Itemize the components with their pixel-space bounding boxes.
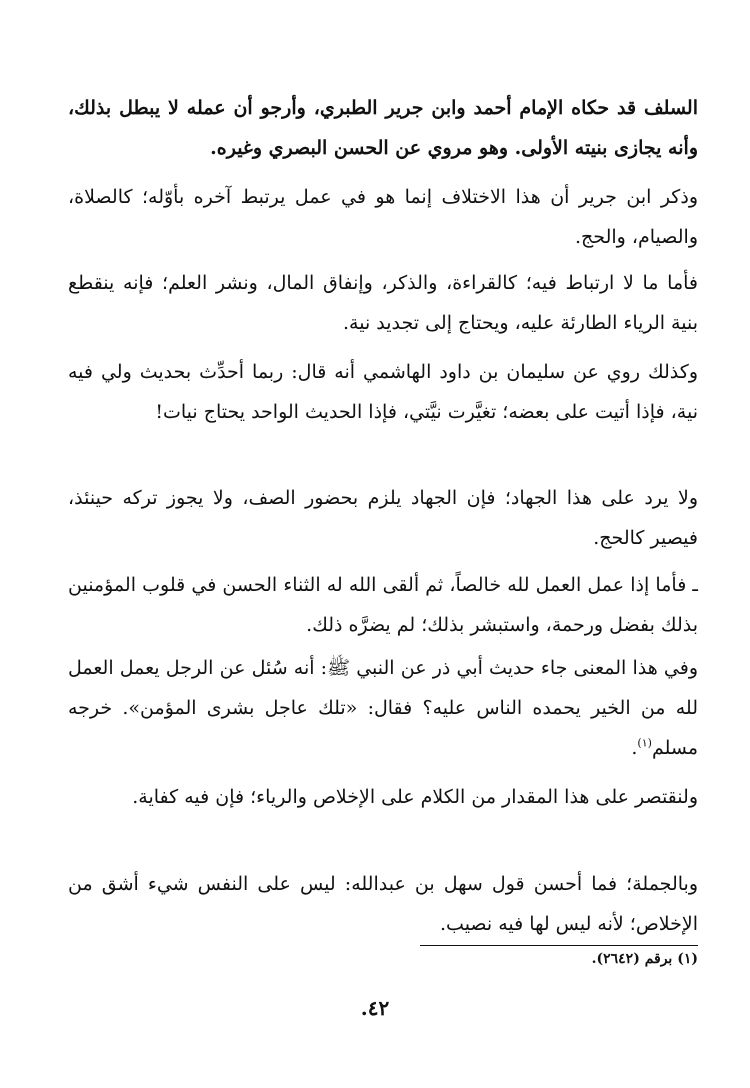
paragraph-abu-dhar [68, 648, 698, 768]
paragraph-abu-dhar-text: وفي هذا المعنى جاء حديث أبي ذر عن النبي ﷺ: أنه سُئل عن الرجل يعمل العمل لله من الخير يحمده الناس عليه؟ فقال: «تلك عاجل بشرى المؤمن». خرجه مسلم [68, 657, 698, 759]
paragraph-sincere-work: ـ فأما إذا عمل العمل لله خالصاً، ثم ألقى الله له الثناء الحسن في قلوب المؤمنين بذلك بفضل ورحمة، واستبشر بذلك؛ لم يضرَّه ذلك. [68, 574, 698, 636]
footnote-reference[interactable]: (١) [637, 736, 652, 750]
paragraph-ibn-jarir: وذكر ابن جرير أن هذا الاختلاف إنما هو في عمل يرتبط آخره بأوّله؛ كالصلاة، والصيام، والحج. [68, 186, 698, 248]
paragraph-no-connection: فأما ما لا ارتباط فيه؛ كالقراءة، والذكر، وإنفاق المال، ونشر العلم؛ فإنه ينقطع بنية الرياء الطارئة عليه، ويحتاج إلى تجديد نية. [68, 272, 698, 334]
paragraph-sulayman: وكذلك روي عن سليمان بن داود الهاشمي أنه قال: ربما أحدِّث بحديث ولي فيه نية، فإذا أتيت على بعضه؛ تغيَّرت نيَّتي، فإذا الحديث الواحد يحتاج نيات! [68, 361, 698, 423]
footnote: (١) برقم (٢٦٤٢). [591, 951, 698, 967]
paragraph-jihad: ولا يرد على هذا الجهاد؛ فإن الجهاد يلزم بحضور الصف، ولا يجوز تركه حينئذ، فيصير كالحج. [68, 487, 698, 549]
paragraph-sufficiency: ولنقتصر على هذا المقدار من الكلام على الإخلاص والرياء؛ فإن فيه كفاية. [132, 786, 698, 808]
paragraph-sahl: وبالجملة؛ فما أحسن قول سهل بن عبدالله: ليس على النفس شيء أشق من الإخلاص؛ لأنه ليس لها فيه نصيب. [68, 873, 698, 935]
paragraph-abu-dhar-end: . [631, 737, 638, 759]
page-number: ٤٢. [360, 996, 390, 1020]
paragraph-salaf: السلف قد حكاه الإمام أحمد وابن جرير الطبري، وأرجو أن عمله لا يبطل بذلك، وأنه يجازى بنيته الأولى. وهو مروي عن الحسن البصري وغيره. [68, 97, 698, 159]
